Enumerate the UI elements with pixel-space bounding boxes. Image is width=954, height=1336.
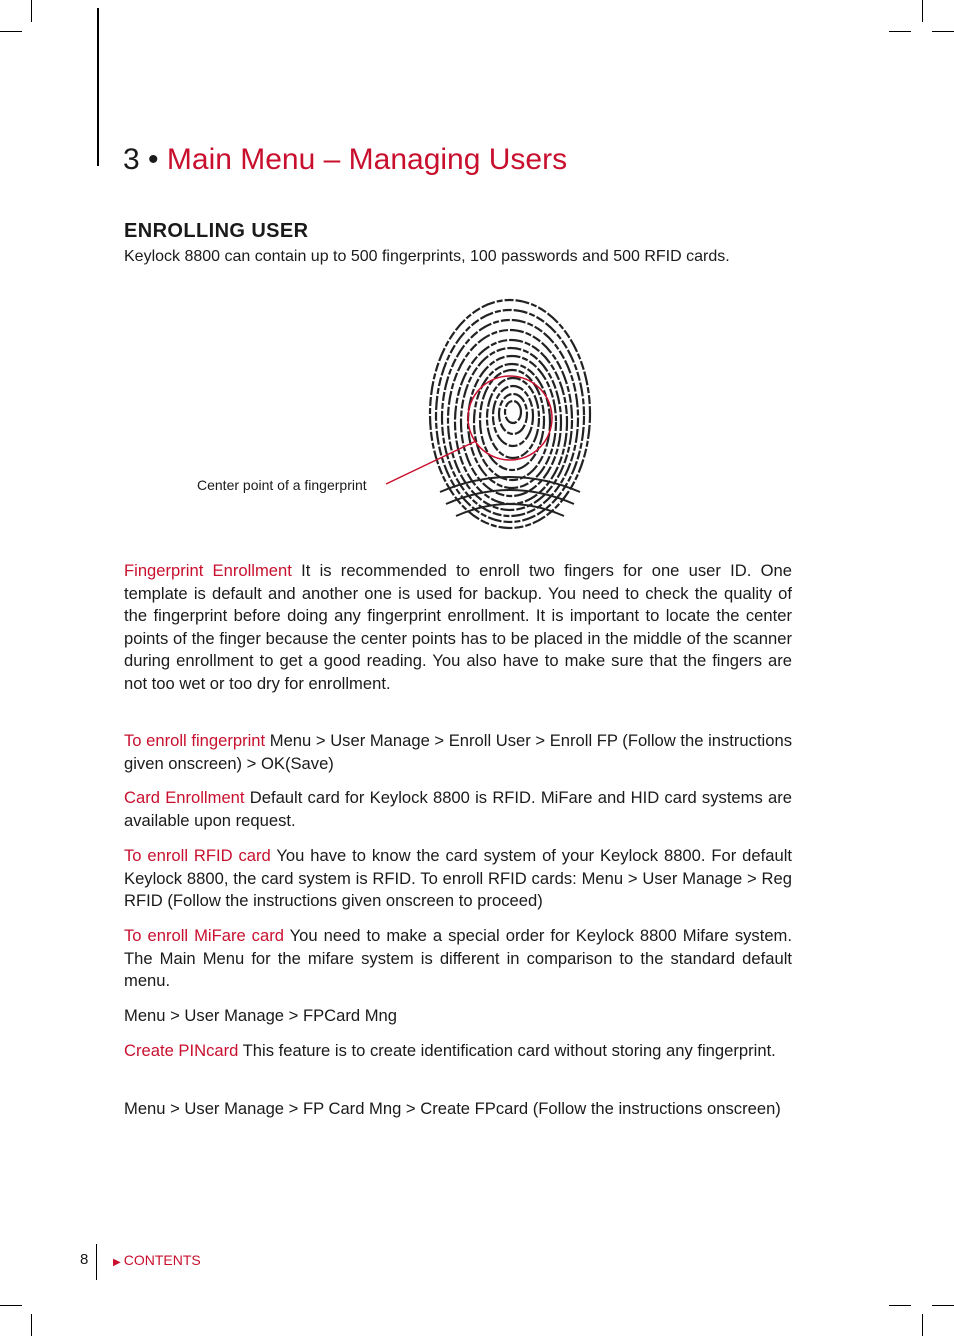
paragraph-text: You have to know the card system of your Keylock 8800. For default Keylock 8800, the card system is RFID. To enroll RFID cards: Menu > User Manage > Reg RFID (Follow the instructions given onscreen to proceed) <box>124 846 792 910</box>
crop-mark <box>0 31 22 32</box>
paragraph-text: This feature is to create identification card without storing any fingerprint. <box>238 1041 776 1060</box>
chapter-title <box>123 140 567 180</box>
paragraph-label: To enroll fingerprint <box>124 731 266 750</box>
crop-mark <box>932 1305 954 1306</box>
paragraph-fingerprint-enrollment <box>124 560 792 695</box>
chapter-bullet: • <box>148 143 159 176</box>
paragraph-enroll-mifare <box>124 925 792 993</box>
chapter-number: 3 <box>123 143 140 176</box>
crop-mark <box>31 0 32 22</box>
paragraph-mifare-menu-path <box>124 1005 792 1028</box>
section-intro: Keylock 8800 can contain up to 500 fingerprints, 100 passwords and 500 RFID cards. <box>124 248 730 265</box>
paragraph-label: To enroll RFID card <box>124 846 271 865</box>
contents-link[interactable] <box>113 1252 201 1268</box>
caret-right-icon: ▶ <box>113 1257 121 1268</box>
crop-mark <box>889 31 911 32</box>
paragraph-enroll-fingerprint <box>124 730 792 775</box>
paragraph-label: To enroll MiFare card <box>124 926 284 945</box>
paragraph-text: You need to make a special order for Keylock 8800 Mifare system. The Main Menu for the mifare system is different in comparison to the standard default menu. <box>124 926 792 990</box>
paragraph-label: Create PINcard <box>124 1041 239 1060</box>
paragraph-text: Default card for Keylock 8800 is RFID. MiFare and HID card systems are available upon request. <box>124 788 792 830</box>
crop-mark <box>932 31 954 32</box>
crop-mark <box>889 1305 911 1306</box>
paragraph-text: Menu > User Manage > FP Card Mng > Create FPcard (Follow the instructions onscreen) <box>124 1099 781 1118</box>
chapter-title-text: Main Menu – Managing Users <box>166 143 568 176</box>
paragraph-pincard-menu-path <box>124 1098 792 1121</box>
paragraph-card-enrollment <box>124 787 792 832</box>
crop-mark <box>31 1314 32 1336</box>
paragraph-text: Menu > User Manage > Enroll User > Enroll FP (Follow the instructions given onscreen) > OK(Save) <box>124 731 792 773</box>
paragraph-create-pincard <box>124 1040 792 1063</box>
paragraph-text: Menu > User Manage > FPCard Mng <box>124 1006 398 1025</box>
figure-caption: Center point of a fingerprint <box>197 477 367 493</box>
paragraph-text: It is recommended to enroll two fingers for one user ID. One template is default and another one is used for backup. You need to check the quality of the fingerprint before doing any fingerprint enrollment. It is important to locate the center points of the finger because the center points has to be placed in the middle of the scanner during enrollment to get a good reading. You also have to make sure that the fingers are not too wet or too dry for enrollment. <box>124 561 792 693</box>
footer-divider <box>96 1244 97 1280</box>
page-number: 8 <box>80 1251 89 1268</box>
paragraph-label: Fingerprint Enrollment <box>124 561 292 580</box>
contents-link-label: CONTENTS <box>123 1252 201 1268</box>
paragraph-label: Card Enrollment <box>124 788 245 807</box>
paragraph-enroll-rfid <box>124 845 792 913</box>
fingerprint-image <box>420 292 600 536</box>
chapter-margin-bar <box>97 8 99 166</box>
section-heading: ENROLLING USER <box>124 220 309 242</box>
crop-mark <box>922 0 923 22</box>
crop-mark <box>0 1305 22 1306</box>
crop-mark <box>922 1314 923 1336</box>
